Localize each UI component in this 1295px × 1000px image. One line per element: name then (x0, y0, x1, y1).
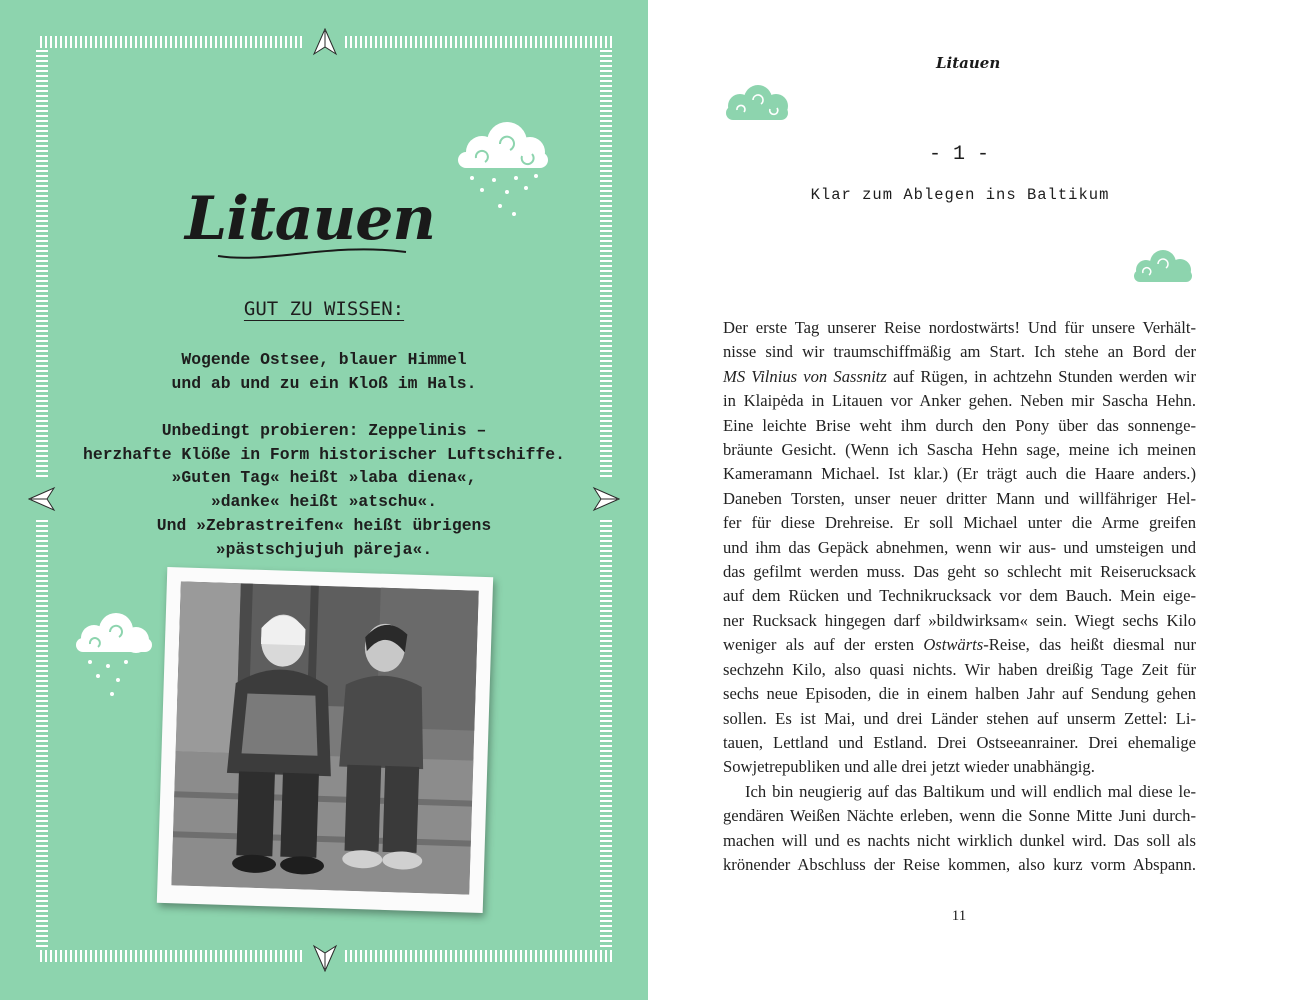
text-line: Eine leichte Brise weht ihm durch den Pony über das sonnenge- (723, 415, 1196, 435)
intro-block (40, 348, 608, 395)
facts-line: Und »Zebrastreifen« heißt übrigens (156, 515, 492, 535)
arrow-down-icon (312, 944, 338, 972)
text-line (723, 365, 1196, 389)
rain-cloud-icon (72, 610, 156, 704)
text-line: krönender Abschluss der Reise kommen, also kurz vorm Abspann. (723, 854, 1196, 874)
facts-line: »Guten Tag« heißt »laba diena«, (171, 468, 477, 488)
text-line: sechzehn Kilo, also quasi nichts. Wir haben dreißig Tage Zeit für (723, 659, 1196, 679)
intro-line: Wogende Ostsee, blauer Himmel (181, 350, 467, 369)
text-line: sechs neue Episoden, die in einem halben Jahr auf Sendung gehen (723, 684, 1196, 704)
text-line: tauen, Lettland und Estland. Drei Ostseeanrainer. Drei ehemalige (723, 732, 1196, 752)
text-line: Ich bin neugierig auf das Baltikum und will endlich mal diese le- (745, 781, 1196, 801)
body-text (723, 316, 1196, 877)
text-line (723, 633, 1196, 657)
text-line: Sowjetrepubliken und alle drei jetzt wieder unabhängig. (723, 757, 1095, 777)
text-line: Der erste Tag unserer Reise nordostwärts! Und für unsere Verhält- (723, 318, 1196, 337)
page-number: 11 (951, 908, 967, 924)
chapter-number: - 1 - (928, 143, 989, 166)
chapter-title: Klar zum Ablegen ins Baltikum (810, 186, 1110, 204)
text-segment: auf Rügen, in achtzehn Stunden werden wir (886, 366, 1196, 386)
facts-line: herzhafte Klöße in Form historischer Luftschiffe. (83, 444, 565, 464)
section-heading: GUT ZU WISSEN: (243, 298, 405, 320)
text-line: gendären Weißen Nächte erleben, wenn die Sonne Mitte Juni durch- (723, 806, 1196, 826)
facts-line: »danke« heißt »atschu«. (210, 492, 438, 512)
text-line: ner Rucksack hingegen darf »bildwirksam« sein. Wiegt sechs Kilo (723, 610, 1196, 630)
text-line: das gefilmt werden muss. Das geht so schlecht mit Reiserucksack (723, 562, 1196, 582)
text-line: und ihm das Gepäck abnehmen, wenn wir aus- und umsteigen und (723, 537, 1196, 557)
text-line: in Klaipėda in Litauen vor Anker gehen. Neben mir Sascha Hehn. (723, 391, 1196, 411)
series-title: Ostwärts (923, 635, 984, 655)
text-line: machen will und es nachts nicht wirklich dunkel wird. Das soll als (723, 830, 1196, 850)
text-line: fer für diese Drehreise. Er soll Michael unter die Arme greifen (723, 513, 1196, 533)
text-line: nisse sind wir traumschiffmäßig am Start. Ich stehe an Bord der (723, 342, 1196, 362)
facts-line: Unbedingt probieren: Zeppelinis – (161, 421, 487, 440)
arrow-up-icon (312, 28, 338, 56)
text-segment: -Reise, das heißt diesmal nur (983, 635, 1196, 655)
facts-block (40, 419, 608, 561)
text-segment: weniger als auf der ersten (723, 635, 924, 655)
text-line: Daneben Torsten, unser neuer dritter Mann und willfähriger Hel- (723, 488, 1196, 508)
cloud-icon (722, 84, 792, 124)
text-line: sollen. Es ist Mai, und drei Länder stehen auf unserm Zettel: Li- (723, 708, 1196, 728)
text-line: bräunte Gesicht. (Wenn ich Sascha Hehn sage, meine ich meinen (723, 440, 1196, 460)
polaroid-photo (157, 567, 493, 913)
page-title: Litauen (185, 184, 435, 254)
title-swash (210, 238, 410, 264)
cloud-icon (1130, 250, 1196, 286)
ship-name: MS Vilnius von Sassnitz (723, 366, 887, 386)
photo-image (171, 581, 478, 894)
intro-line: und ab und zu ein Kloß im Hals. (171, 373, 477, 393)
text-line: auf dem Rücken und Technikrucksack vor dem Bauch. Mein eige- (723, 586, 1196, 606)
running-head: Litauen (936, 54, 1001, 72)
facts-line: »pästschjujuh päreja«. (215, 539, 433, 559)
text-line: Kameramann Michael. Ist klar.) (Er trägt auch die Haare anders.) (723, 464, 1196, 484)
